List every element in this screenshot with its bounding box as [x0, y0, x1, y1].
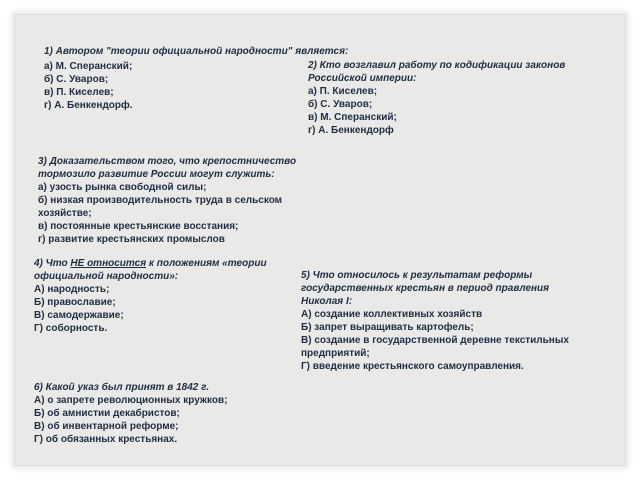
- question-3-title-line-2: тормозило развитие России могут служить:: [38, 169, 275, 180]
- question-3-option-b-cont: хозяйстве;: [38, 208, 92, 219]
- question-4-title-line-2: официальной народности»:: [34, 271, 179, 282]
- question-2-title-line-1: 2) Кто возглавил работу по кодификации законов: [308, 60, 566, 71]
- question-3-option-c: в) постоянные крестьянские восстания;: [38, 221, 239, 232]
- question-1-title: 1) Автором "теории официальной народности" является:: [44, 46, 349, 57]
- question-6-option-b: Б) об амнистии декабристов;: [34, 408, 180, 419]
- question-2-title-line-2: Российской империи:: [308, 73, 417, 84]
- question-2-option-a: а) П. Киселев;: [308, 86, 378, 97]
- question-4-title-line-1: [34, 258, 267, 270]
- question-6-title: 6) Какой указ был принят в 1842 г.: [34, 382, 210, 393]
- question-5-title-line-3: Николая I:: [301, 296, 353, 307]
- question-5-option-b: Б) запрет выращивать картофель;: [301, 322, 474, 333]
- question-4-option-b: Б) православие;: [34, 297, 116, 308]
- question-2-option-c: в) М. Сперанский;: [308, 112, 397, 123]
- question-6-option-c: В) об инвентарной реформе;: [34, 421, 179, 432]
- question-2-option-d: г) А. Бенкендорф: [308, 125, 394, 136]
- question-5-option-c: В) создание в государственной деревне текстильных: [301, 335, 569, 346]
- question-2-option-b: б) С. Уваров;: [308, 99, 373, 110]
- question-4-title-emphasis: НЕ относится: [70, 258, 147, 269]
- question-3-option-a: а) узость рынка свободной силы;: [38, 182, 207, 193]
- question-6: [34, 382, 227, 446]
- question-5-title-line-2: государственных крестьян в период правления: [301, 283, 550, 294]
- question-4-option-a: А) народность;: [34, 284, 110, 295]
- question-1-option-b: б) С. Уваров;: [44, 74, 109, 85]
- question-4: [34, 258, 267, 335]
- question-4-option-c: В) самодержавие;: [34, 310, 124, 321]
- question-3-option-b: б) низкая производительность труда в сельском: [38, 195, 283, 206]
- question-4-option-d: Г) соборность.: [34, 323, 108, 334]
- question-6-option-d: Г) об обязанных крестьянах.: [34, 434, 178, 445]
- question-5-option-a: А) создание коллективных хозяйств: [301, 309, 483, 320]
- question-5: [301, 270, 569, 373]
- question-6-option-a: А) о запрете революционных кружков;: [34, 395, 228, 406]
- question-2: [308, 60, 565, 137]
- question-3-title-line-1: 3) Доказательством того, что крепостничество: [38, 156, 297, 167]
- question-1-option-d: г) А. Бенкендорф.: [44, 100, 133, 111]
- question-4-title-prefix: 4) Что: [34, 258, 71, 269]
- question-3: [38, 156, 296, 246]
- question-3-option-d: г) развитие крестьянских промыслов: [38, 234, 225, 245]
- question-1: [44, 46, 348, 112]
- question-5-option-c-cont: предприятий;: [301, 348, 370, 359]
- question-1-option-a: а) М. Сперанский;: [44, 61, 133, 72]
- question-5-title-line-1: 5) Что относилось к результатам реформы: [301, 270, 533, 281]
- question-5-option-d: Г) введение крестьянского самоуправления.: [301, 361, 524, 372]
- question-1-option-c: в) П. Киселев;: [44, 87, 114, 98]
- question-4-title-suffix: к положениям «теории: [146, 258, 267, 269]
